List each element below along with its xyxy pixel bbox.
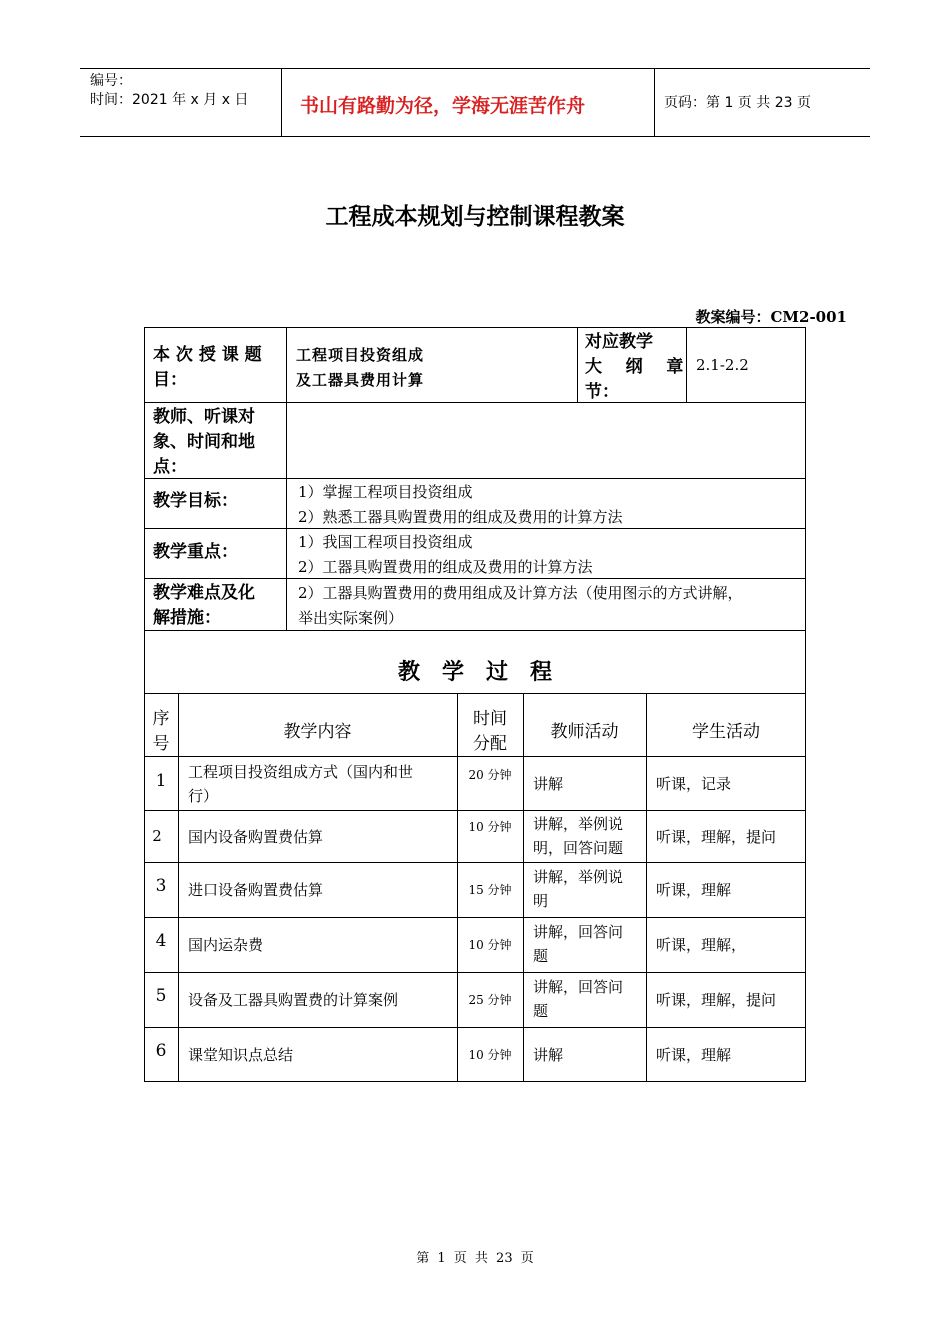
row-content: 设备及工器具购置费的计算案例 [188,991,399,1009]
table-rule [286,327,287,630]
row-time: 25 分钟 [468,993,512,1007]
row-content: 工程项目投资组成方式（国内和世 行） [188,763,414,805]
row-time: 10 分钟 [468,938,512,952]
table-rule [144,972,806,973]
header-bottom-rule [80,136,870,137]
header-motto: 书山有路勤为径，学海无涯苦作舟 [300,95,586,117]
row-time: 10 分钟 [468,1048,512,1062]
row-student-activity: 听课，理解，提问 [656,828,777,846]
table-rule [523,693,524,1082]
row-student-activity: 听课，理解， [656,936,747,954]
row-teacher-activity: 讲解 [533,775,564,793]
row-student-activity: 听课，记录 [656,775,732,793]
row-seq: 6 [155,1041,167,1061]
table-rule [144,862,806,863]
header-page-info: 页码：第 1 页 共 23 页 [664,95,811,111]
difficulty-label: 教学难点及化 解措施： [153,583,255,628]
header-date: 时间：2021 年 x 月 x 日 [90,92,249,108]
row-content: 课堂知识点总结 [188,1046,294,1064]
page-footer: 第 1 页 共 23 页 [416,1251,534,1266]
row-teacher-activity: 讲解，举例说 明，回答问题 [533,815,624,857]
topic-value: 工程项目投资组成 及工器具费用计算 [296,346,425,389]
goal-list: 1）掌握工程项目投资组成 2）熟悉工器具购置费用的组成及费用的计算方法 [298,483,623,526]
outline-value: 2.1-2.2 [696,356,749,374]
goal-label: 教学目标： [153,491,238,511]
table-rule [144,402,806,403]
row-seq: 5 [155,986,167,1006]
row-teacher-activity: 讲解，回答问 题 [533,978,624,1020]
teacher-activity-header: 教师活动 [550,722,619,742]
student-activity-header: 学生活动 [692,722,760,742]
table-rule [144,1027,806,1028]
doc-number-label: 编号： [90,73,132,89]
table-rule [686,327,687,402]
row-content: 国内运杂费 [188,936,264,954]
row-time: 20 分钟 [468,768,512,782]
row-teacher-activity: 讲解 [533,1046,564,1064]
difficulty-text: 2）工器具购置费用的费用组成及计算方法（使用图示的方式讲解， 举出实际案例） [298,584,743,627]
row-seq: 1 [155,771,167,791]
teacher-audience-label: 教师、听课对 象、时间和地 点： [153,407,255,477]
row-seq: 4 [155,931,167,951]
focus-label: 教学重点： [153,542,238,562]
topic-label: 本 次 授 课 题 目： [153,345,262,390]
row-student-activity: 听课，理解 [656,1046,732,1064]
document-title: 工程成本规划与控制课程教案 [325,204,625,230]
header-divider [654,68,655,136]
row-student-activity: 听课，理解 [656,881,732,899]
header-divider [281,68,282,136]
time-header: 时间 分配 [473,709,507,754]
focus-list: 1）我国工程项目投资组成 2）工器具购置费用的组成及费用的计算方法 [298,533,593,576]
row-teacher-activity: 讲解，举例说 明 [533,868,624,910]
table-rule [577,327,578,402]
seq-header: 序 号 [152,709,170,754]
table-rule [144,693,806,694]
table-rule [144,917,806,918]
row-student-activity: 听课，理解，提问 [656,991,777,1009]
table-rule [646,693,647,1082]
row-content: 进口设备购置费估算 [188,881,324,899]
row-time: 10 分钟 [468,820,512,834]
lesson-number: 教案编号：CM2-001 [695,308,847,326]
header-top-rule [80,68,870,69]
row-content: 国内设备购置费估算 [188,828,324,846]
row-seq: 3 [155,876,167,896]
process-title: 教学过程 [397,660,574,685]
row-time: 15 分钟 [468,883,512,897]
row-seq: 2 [152,827,162,845]
table-rule [144,810,806,811]
row-teacher-activity: 讲解，回答问 题 [533,923,624,965]
table-rule [178,693,179,1082]
content-header: 教学内容 [283,722,352,742]
outline-label: 对应教学 大 纲 章 节： [585,332,684,402]
